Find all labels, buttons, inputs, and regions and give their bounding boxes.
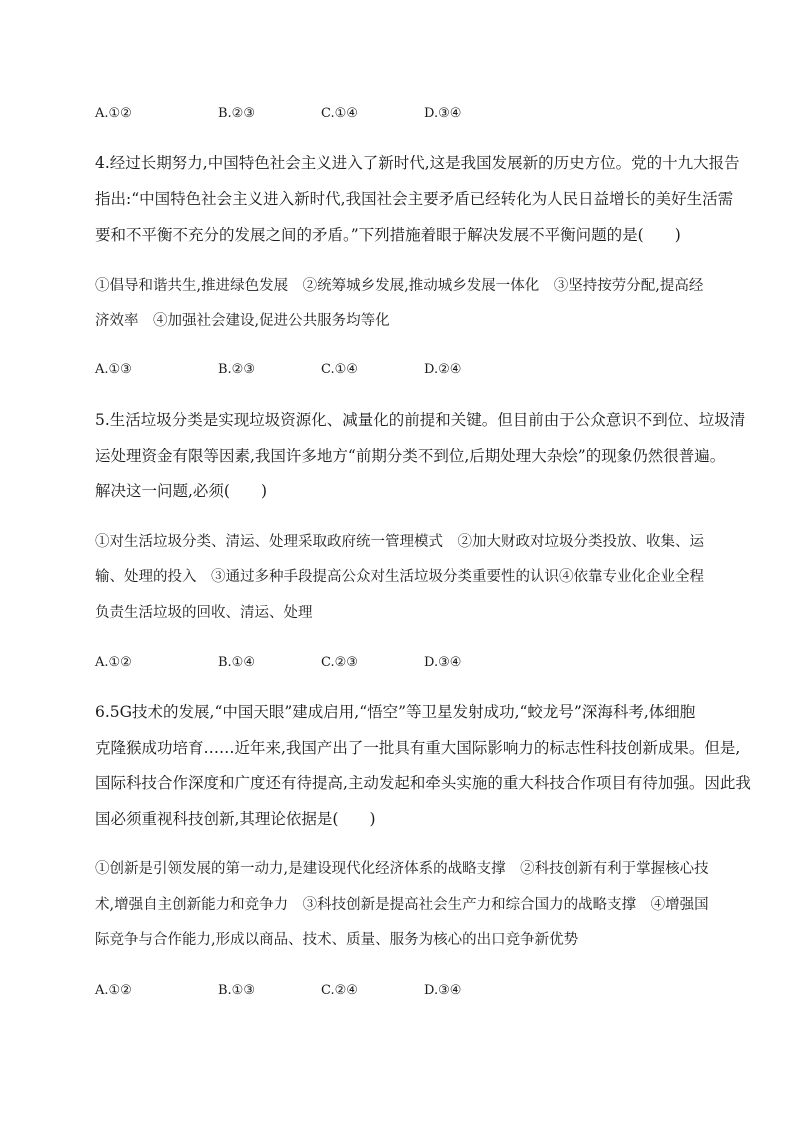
q4-option-d[interactable]: D.②④ [424,362,462,377]
q4-statement-line: 济效率 ④加强社会建设,促进公共服务均等化 [95,313,390,329]
q3-option-a[interactable]: A.①② [95,106,132,121]
q3-option-c[interactable]: C.①④ [321,106,358,121]
q3-option-d[interactable]: D.③④ [424,106,462,121]
q5-stem-line: 解决这一问题,必须( ) [95,482,268,500]
q6-option-c[interactable]: C.②④ [321,983,358,998]
q4-option-b[interactable]: B.②③ [218,362,255,377]
q4-stem-line: 要和不平衡不充分的发展之间的矛盾。”下列措施着眼于解决发展不平衡问题的是( ) [95,226,681,244]
q4-stem-line: 指出:“中国特色社会主义进入新时代,我国社会主要矛盾已经转化为人民日益增长的美好生活需 [95,190,734,208]
q6-stem-line: 克隆猴成功培育……近年来,我国产出了一批具有重大国际影响力的标志性科技创新成果。但是, [95,739,741,757]
q5-statement-line: 输、处理的投入 ③通过多种手段提高公众对生活垃圾分类重要性的认识④依靠专业化企业全程 [95,569,704,585]
q4-option-c[interactable]: C.①④ [321,362,358,377]
q4-statement-line: ①倡导和谐共生,推进绿色发展 ②统筹城乡发展,推动城乡发展一体化 ③坚持按劳分配,提高经 [95,278,704,294]
q5-statement-line: 负责生活垃圾的回收、清运、处理 [95,605,313,621]
q5-option-b[interactable]: B.①④ [218,655,255,670]
q6-stem-line: 国必须重视科技创新,其理论依据是( ) [95,810,376,828]
q5-statement-line: ①对生活垃圾分类、清运、处理采取政府统一管理模式 ②加大财政对垃圾分类投放、收集、运 [95,534,704,550]
q5-option-c[interactable]: C.②③ [321,655,358,670]
q6-stem-line: 6.5G技术的发展,“中国天眼”建成启用,“悟空”等卫星发射成功,“蛟龙号”深海科考,体细胞 [95,703,696,721]
q4-stem-line: 4.经过长期努力,中国特色社会主义进入了新时代,这是我国发展新的历史方位。党的十九大报告 [95,154,740,172]
q6-statement-line: ①创新是引领发展的第一动力,是建设现代化经济体系的战略支撑 ②科技创新有利于掌握核心技 [95,861,709,877]
q4-option-a[interactable]: A.①③ [95,362,132,377]
q5-option-a[interactable]: A.①② [95,655,132,670]
q5-stem-line: 运处理资金有限等因素,我国许多地方“前期分类不到位,后期处理大杂烩”的现象仍然很普遍。 [95,447,726,465]
q5-option-d[interactable]: D.③④ [424,655,462,670]
q6-option-a[interactable]: A.①② [95,983,132,998]
q5-stem-line: 5.生活垃圾分类是实现垃圾资源化、减量化的前提和关键。但目前由于公众意识不到位、垃圾清 [95,411,746,429]
q6-statement-line: 际竞争与合作能力,形成以商品、技术、质量、服务为核心的出口竞争新优势 [95,932,579,948]
q6-option-d[interactable]: D.③④ [424,983,462,998]
q6-statement-line: 术,增强自主创新能力和竞争力 ③科技创新是提高社会生产力和综合国力的战略支撑 ④增强国 [95,897,709,913]
q6-option-b[interactable]: B.①③ [218,983,255,998]
q3-option-b[interactable]: B.②③ [218,106,255,121]
q6-stem-line: 国际科技合作深度和广度还有待提高,主动发起和牵头实施的重大科技合作项目有待加强。因此我 [95,774,751,792]
